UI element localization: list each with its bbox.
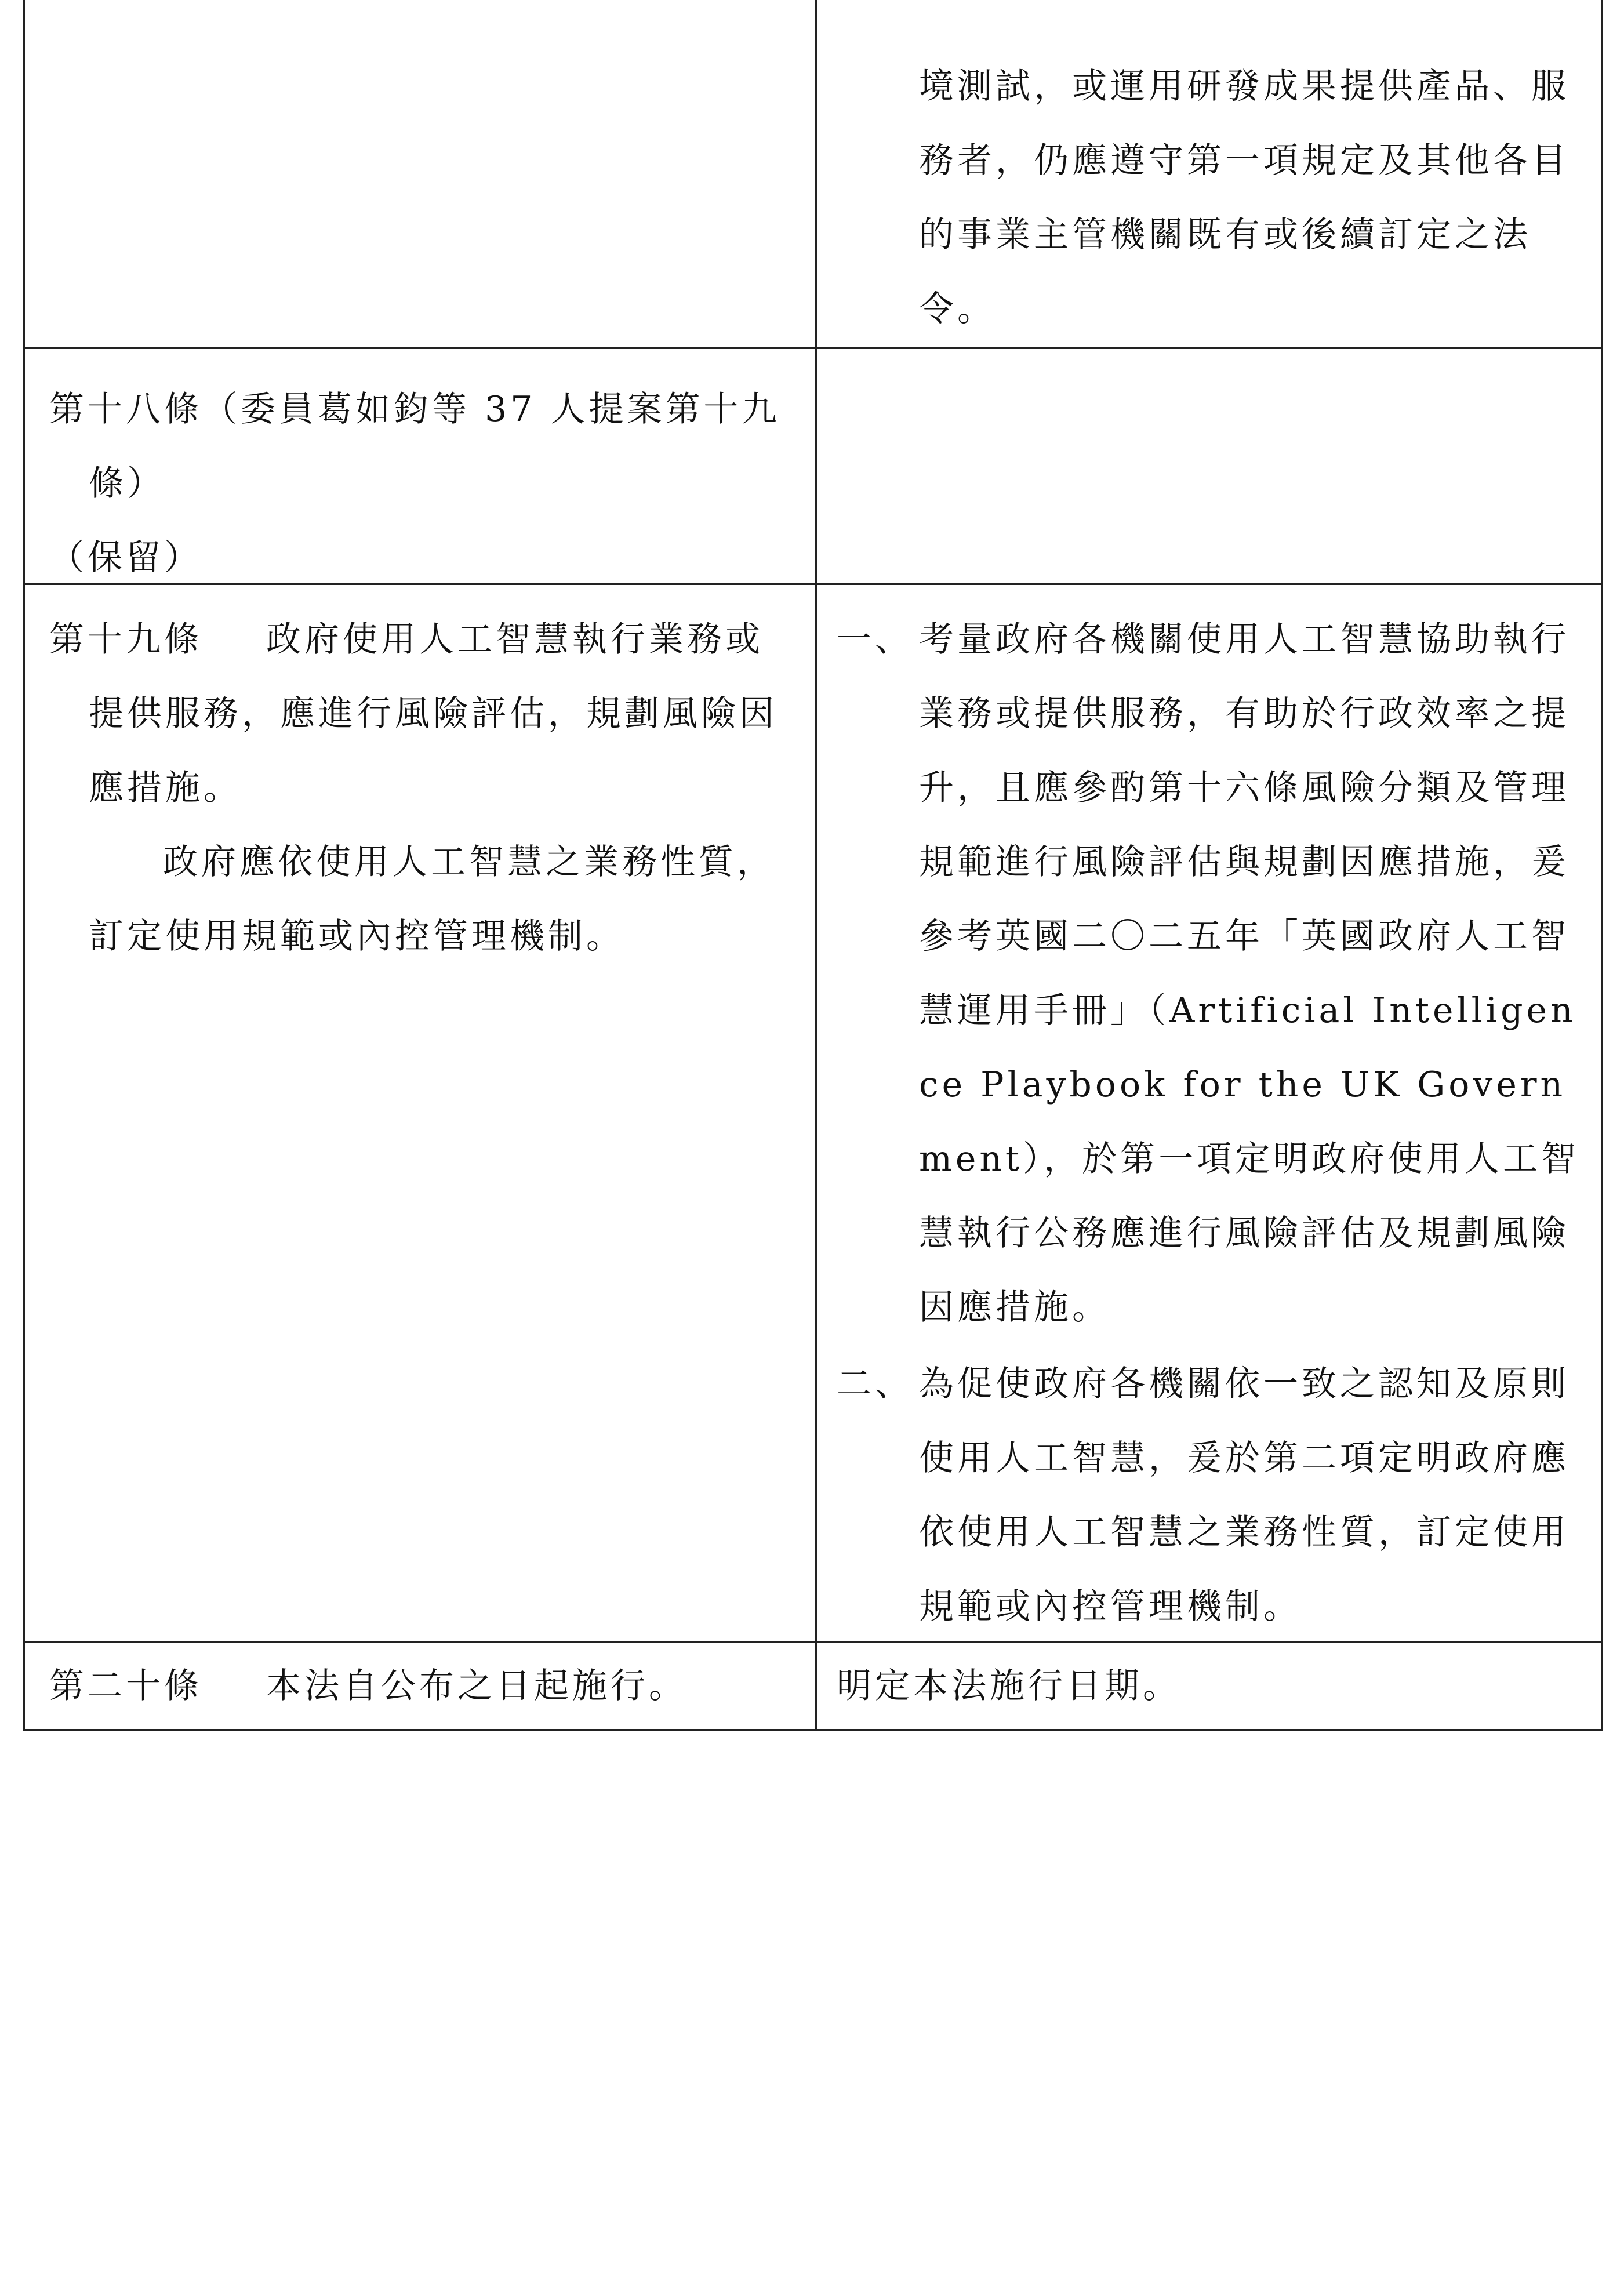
- article-heading-continued: 條）: [89, 463, 165, 504]
- item-number: 一、: [837, 619, 913, 660]
- explanation-cell: [816, 1643, 1603, 1730]
- provision-cell: [24, 0, 816, 348]
- provision-cell: [24, 1643, 816, 1730]
- article-label: 第十九條: [49, 619, 202, 660]
- provision-cell: [24, 348, 816, 584]
- explanation-text: 境測試，或運用研發成果提供產品、服務者，仍應遵守第一項規定及其他各目的事業主管機關既有或後續訂定之法令。: [919, 66, 1569, 329]
- explanation-cell: [816, 0, 1603, 348]
- comparison-table: [23, 0, 1603, 1731]
- article-heading: 第十八條（委員葛如鈞等 37 人提案第十九: [49, 389, 780, 430]
- reserved-note: （保留）: [49, 537, 202, 578]
- table-row: [24, 1643, 1603, 1730]
- article-first-line: [49, 602, 797, 677]
- item-number: 二、: [837, 1364, 913, 1404]
- article-label: 第二十條: [49, 1666, 202, 1706]
- table-row: [24, 0, 1603, 348]
- article-text: [49, 1649, 797, 1723]
- explanation-text: 明定本法施行日期。: [837, 1666, 1181, 1706]
- table-row: [24, 348, 1603, 584]
- article-paragraph-1-start: 政府使用人工智慧執行業務或: [266, 619, 764, 660]
- explanation-cell: [816, 348, 1603, 584]
- article-paragraph-1: 提供服務，應進行風險評估，規劃風險因應措施。: [89, 693, 778, 808]
- explanation-cell: [816, 584, 1603, 1643]
- article-body: 本法自公布之日起施行。: [266, 1666, 687, 1706]
- explanation-item-2: 為促使政府各機關依一致之認知及原則使用人工智慧，爰於第二項定明政府應依使用人工智慧之業務性質，訂定使用規範或內控管理機制。: [919, 1364, 1569, 1627]
- explanation-item-1: 考量政府各機關使用人工智慧協助執行業務或提供服務，有助於行政效率之提升，且應參酌第十六條風險分類及管理規範進行風險評估與規劃因應措施，爰參考英國二〇二五年「英國政府人工智慧運用手冊」（Artificial Intelligence Playbook for the UK Government），於第一項定明政府使用人工智慧執行公務應進行風險評估及規劃風險因應措施。: [919, 619, 1580, 1328]
- provision-cell: [24, 584, 816, 1643]
- article-paragraph-2: 政府應依使用人工智慧之業務性質，訂定使用規範或內控管理機制。: [89, 842, 775, 957]
- table-row: [24, 584, 1603, 1643]
